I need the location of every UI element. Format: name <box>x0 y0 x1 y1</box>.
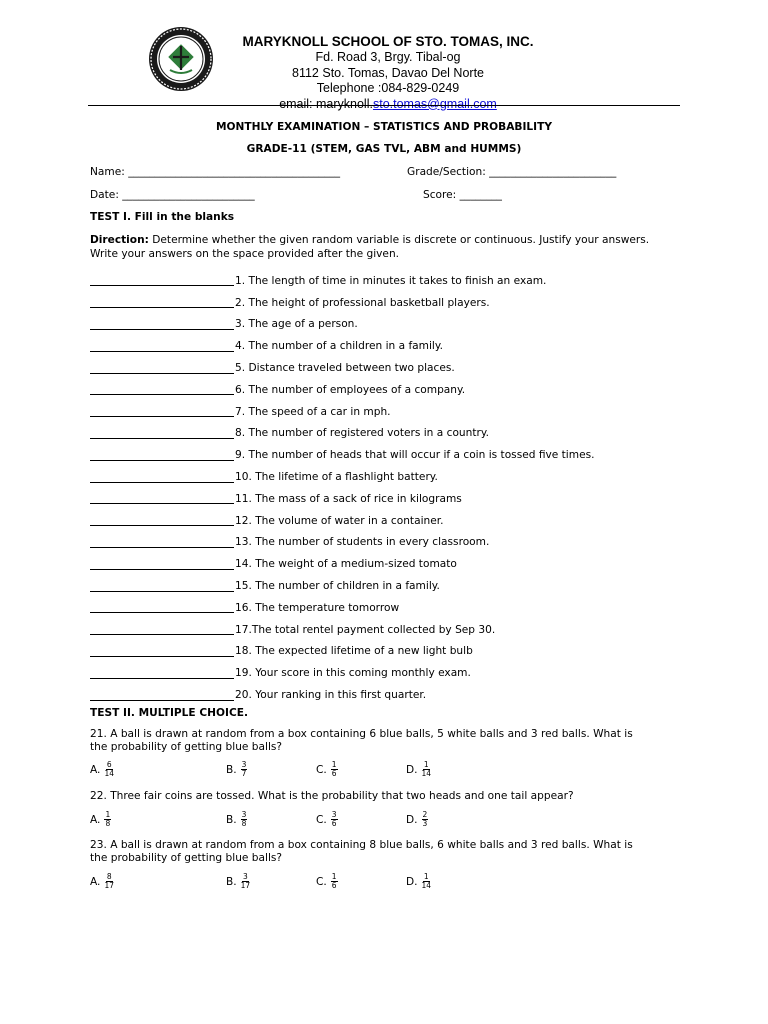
answer-blank[interactable] <box>90 406 234 417</box>
answer-blank[interactable] <box>90 690 234 701</box>
answer-blank[interactable] <box>90 493 234 504</box>
question-text: 21. A ball is drawn at random from a box containing 6 blue balls, 5 white balls and 3 red balls. What is <box>90 728 633 740</box>
fraction: $\frac{6}{14}$ <box>104 760 114 778</box>
answer-blank[interactable] <box>90 450 234 461</box>
date-field: Date: _________________________ <box>90 189 255 201</box>
choice-a[interactable]: A. $\frac{6}{14}$ <box>90 760 114 778</box>
list-item: 5. Distance traveled between two places. <box>90 357 690 379</box>
question-text: the probability of getting blue balls? <box>90 852 283 864</box>
choice-b[interactable]: B. $\frac{3}{7}$ <box>226 760 247 778</box>
list-item: 8. The number of registered voters in a country. <box>90 423 690 445</box>
fraction: $\frac{3}{8}$ <box>241 810 247 828</box>
test1-heading: TEST I. Fill in the blanks <box>90 211 235 223</box>
list-item: 3. The age of a person. <box>90 314 690 336</box>
list-item: 19. Your score in this coming monthly exam. <box>90 662 690 684</box>
question-23 <box>90 839 680 865</box>
test1-direction <box>90 233 690 261</box>
school-header <box>218 34 558 112</box>
exam-title: MONTHLY EXAMINATION – STATISTICS AND PROBABILITY <box>215 121 553 133</box>
list-item: 15. The number of children in a family. <box>90 575 690 597</box>
list-item: 2. The height of professional basketball players. <box>90 292 690 314</box>
fraction: $\frac{8}{17}$ <box>104 872 114 890</box>
question-text: the probability of getting blue balls? <box>90 741 283 753</box>
fraction: $\frac{1}{14}$ <box>421 760 432 778</box>
choices-21 <box>90 761 690 785</box>
grade-section-field: Grade/Section: ________________________ <box>407 166 617 178</box>
list-item: 12. The volume of water in a container. <box>90 510 690 532</box>
school-seal-logo <box>148 26 214 92</box>
list-item: 6. The number of employees of a company. <box>90 379 690 401</box>
answer-blank[interactable] <box>90 646 234 657</box>
direction-text: Determine whether the given random variable is discrete or continuous. Justify your answers. <box>148 234 650 246</box>
fraction: $\frac{2}{3}$ <box>422 810 428 828</box>
list-item: 18. The expected lifetime of a new light bulb <box>90 641 690 663</box>
answer-blank[interactable] <box>90 384 234 395</box>
list-item: 10. The lifetime of a flashlight battery. <box>90 466 690 488</box>
answer-blank[interactable] <box>90 537 234 548</box>
fraction: $\frac{1}{8}$ <box>105 810 111 828</box>
header-divider <box>88 105 680 106</box>
answer-blank[interactable] <box>90 602 234 613</box>
list-item: 20. Your ranking in this first quarter. <box>90 684 690 706</box>
answer-blank[interactable] <box>90 363 234 374</box>
answer-blank[interactable] <box>90 515 234 526</box>
choice-d[interactable]: D. $\frac{1}{14}$ <box>406 872 432 890</box>
school-address-1: Fd. Road 3, Brgy. Tibal-og <box>315 50 461 64</box>
test1-items <box>90 270 690 706</box>
answer-blank[interactable] <box>90 472 234 483</box>
question-text: 22. Three fair coins are tossed. What is the probability that two heads and one tail appear? <box>90 790 574 802</box>
choices-23 <box>90 873 690 897</box>
answer-blank[interactable] <box>90 428 234 439</box>
choice-a[interactable]: A. $\frac{8}{17}$ <box>90 872 114 890</box>
school-telephone: Telephone :084-829-0249 <box>316 81 460 95</box>
choice-b[interactable]: B. $\frac{3}{17}$ <box>226 872 251 890</box>
list-item: 13. The number of students in every classroom. <box>90 532 690 554</box>
choice-c[interactable]: C. $\frac{3}{6}$ <box>316 810 337 828</box>
list-item: 7. The speed of a car in mph. <box>90 401 690 423</box>
choice-d[interactable]: D. $\frac{2}{3}$ <box>406 810 428 828</box>
list-item: 17.The total rentel payment collected by Sep 30. <box>90 619 690 641</box>
list-item: 9. The number of heads that will occur if a coin is tossed five times. <box>90 444 690 466</box>
email-prefix: email: maryknoll. <box>279 96 373 111</box>
choice-b[interactable]: B. $\frac{3}{8}$ <box>226 810 247 828</box>
direction-label: Direction: <box>90 234 149 246</box>
email-link[interactable]: sto.tomas@gmail.com <box>372 96 497 111</box>
name-field: Name: ________________________________________ <box>90 166 341 178</box>
answer-blank[interactable] <box>90 341 234 352</box>
test2-heading: TEST II. MULTIPLE CHOICE. <box>90 707 248 719</box>
choice-d[interactable]: D. $\frac{1}{14}$ <box>406 760 432 778</box>
fraction: $\frac{1}{14}$ <box>421 872 432 890</box>
fraction: $\frac{1}{6}$ <box>331 760 337 778</box>
choice-c[interactable]: C. $\frac{1}{6}$ <box>316 760 337 778</box>
list-item: 4. The number of a children in a family. <box>90 335 690 357</box>
fraction: $\frac{3}{7}$ <box>241 760 247 778</box>
answer-blank[interactable] <box>90 559 234 570</box>
score-field: Score: ________ <box>423 189 502 201</box>
fraction: $\frac{3}{6}$ <box>331 810 337 828</box>
question-21 <box>90 728 680 754</box>
list-item: 1. The length of time in minutes it takes to finish an exam. <box>90 270 690 292</box>
choices-22 <box>90 811 690 835</box>
answer-blank[interactable] <box>90 297 234 308</box>
fraction: $\frac{1}{6}$ <box>331 872 337 890</box>
school-address-2: 8112 Sto. Tomas, Davao Del Norte <box>292 65 484 80</box>
answer-blank[interactable] <box>90 624 234 635</box>
answer-blank[interactable] <box>90 581 234 592</box>
choice-a[interactable]: A. $\frac{1}{8}$ <box>90 810 111 828</box>
choice-c[interactable]: C. $\frac{1}{6}$ <box>316 872 337 890</box>
answer-blank[interactable] <box>90 319 234 330</box>
fraction: $\frac{3}{17}$ <box>240 872 251 890</box>
school-name: MARYKNOLL SCHOOL OF STO. TOMAS, INC. <box>242 34 534 49</box>
direction-text-2: Write your answers on the space provided after the given. <box>90 248 400 260</box>
list-item: 16. The temperature tomorrow <box>90 597 690 619</box>
question-22 <box>90 790 680 803</box>
question-text: 23. A ball is drawn at random from a box containing 8 blue balls, 6 white balls and 3 red balls. What is <box>90 839 633 851</box>
answer-blank[interactable] <box>90 275 234 286</box>
list-item: 11. The mass of a sack of rice in kilograms <box>90 488 690 510</box>
list-item: 14. The weight of a medium-sized tomato <box>90 553 690 575</box>
answer-blank[interactable] <box>90 668 234 679</box>
exam-grade: GRADE-11 (STEM, GAS TVL, ABM and HUMMS) <box>246 143 522 155</box>
